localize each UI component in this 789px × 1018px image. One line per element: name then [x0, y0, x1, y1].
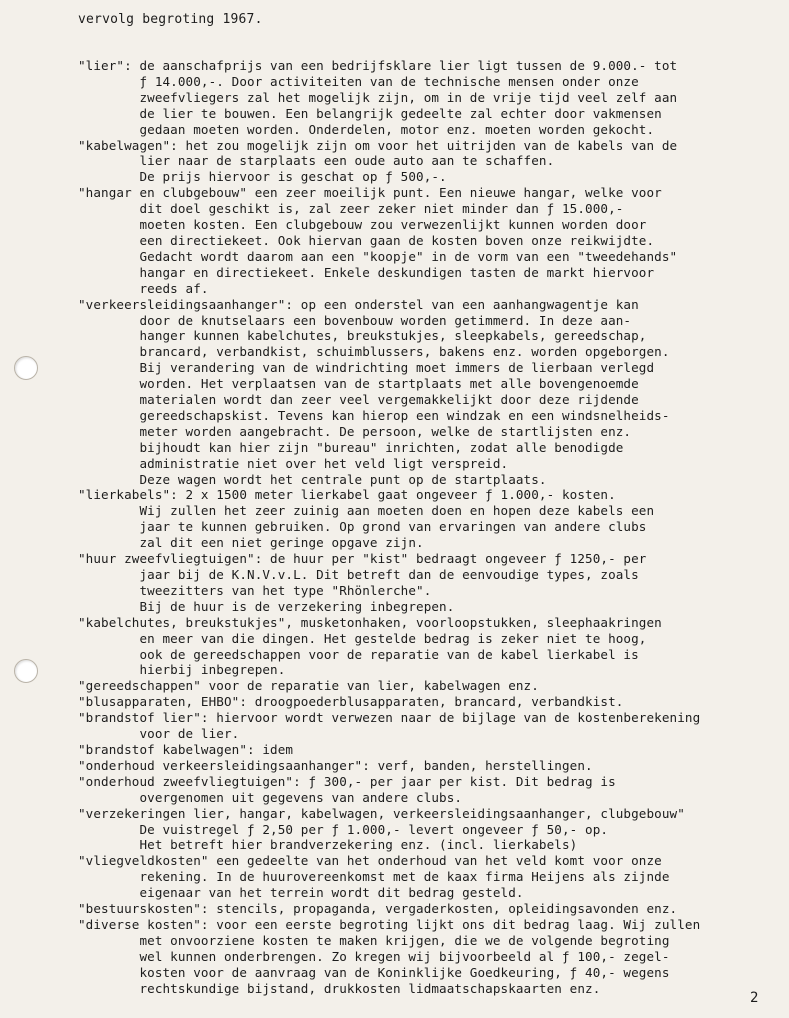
text-line: eigenaar van het terrein wordt dit bedrag gesteld. [78, 885, 524, 901]
text-line: "lier": de aanschafprijs van een bedrijfsklare lier ligt tussen de 9.000.- tot [78, 58, 678, 73]
text-line: Gedacht wordt daarom aan een "koopje" in de vorm van een "tweedehands" [78, 248, 678, 264]
text-line: meter worden aangebracht. De persoon, welke de startlijsten enz. [78, 423, 632, 439]
text-line: "huur zweefvliegtuigen": de huur per "kist" bedraagt ongeveer ƒ 1250,- per [78, 551, 647, 567]
text-line: "bestuurskosten": stencils, propaganda, vergaderkosten, opleidingsavonden enz. [78, 901, 678, 917]
text-line: zal dit een niet geringe opgave zijn. [78, 535, 424, 551]
text-line: "verkeersleidingsaanhanger": op een onderstel van een aanhangwagentje kan [78, 296, 639, 312]
text-line: dit doel geschikt is, zal zeer zeker niet minder dan ƒ 15.000,- [78, 201, 624, 217]
text-line: gedaan moeten worden. Onderdelen, motor enz. moeten worden gekocht. [78, 121, 655, 137]
text-line: De prijs hiervoor is geschat op ƒ 500,-. [78, 169, 447, 185]
text-line: zweefvliegers zal het mogelijk zijn, om in de vrije tijd veel zelf aan [78, 89, 678, 105]
text-line: tweezitters van het type "Rhönlerche". [78, 582, 432, 598]
text-line: "diverse kosten": voor een eerste begroting lijkt ons dit bedrag laag. Wij zullen [78, 916, 701, 932]
text-line: brancard, verbandkist, schuimblussers, bakens enz. worden opgeborgen. [78, 344, 670, 360]
text-line: hierbij inbegrepen. [78, 662, 286, 678]
text-line: "blusapparaten, EHBO": droogpoederblusapparaten, brancard, verbandkist. [78, 694, 624, 710]
text-line: jaar bij de K.N.V.v.L. Dit betreft dan de eenvoudige types, zoals [78, 567, 639, 582]
text-line: overgenomen uit gegevens van andere clubs. [78, 789, 463, 805]
text-line: "onderhoud verkeersleidingsaanhanger": verf, banden, herstellingen. [78, 757, 593, 773]
punch-hole [14, 659, 38, 683]
budget-explanation-text [78, 58, 778, 996]
text-line: "kabelchutes, breukstukjes", musketonhaken, voorloopstukken, sleephaakringen [78, 614, 662, 630]
text-line: "brandstof lier": hiervoor wordt verwezen naar de bijlage van de kostenberekening [78, 710, 701, 726]
text-line: gereedschapskist. Tevens kan hierop een windzak en een windsnelheids- [78, 407, 670, 423]
text-line: moeten kosten. Een clubgebouw zou verwezenlijkt kunnen worden door [78, 217, 647, 233]
text-line: "hangar en clubgebouw" een zeer moeilijk punt. Een nieuwe hangar, welke voor [78, 185, 662, 201]
text-line: wel kunnen onderbrengen. Zo kregen wij bijvoorbeeld al ƒ 100,- zegel- [78, 948, 670, 964]
text-line: "onderhoud zweefvliegtuigen": ƒ 300,- per jaar per kist. Dit bedrag is [78, 773, 616, 789]
text-line: materialen wordt dan zeer veel vergemakkelijkt door deze rijdende [78, 392, 639, 408]
text-line: kosten voor de aanvraag van de Koninklijke Goedkeuring, ƒ 40,- wegens [78, 964, 670, 980]
text-line: ook de gereedschappen voor de reparatie van de kabel lierkabel is [78, 646, 639, 662]
text-line: Bij de huur is de verzekering inbegrepen. [78, 598, 455, 614]
text-line: administratie niet over het veld ligt verspreid. [78, 455, 509, 471]
text-line: ƒ 14.000,-. Door activiteiten van de technische mensen onder onze [78, 73, 639, 89]
text-line: worden. Het verplaatsen van de startplaats met alle bovengenoemde [78, 376, 639, 392]
text-line: voor de lier. [78, 726, 240, 742]
text-line: door de knutselaars een bovenbouw worden getimmerd. In deze aan- [78, 312, 632, 328]
text-line: rekening. In de huurovereenkomst met de kaax firma Heijens als zijnde [78, 869, 670, 885]
punch-hole [14, 356, 38, 380]
page-header: vervolg begroting 1967. [78, 12, 263, 27]
text-line: De vuistregel ƒ 2,50 per ƒ 1.000,- levert ongeveer ƒ 50,- op. [78, 821, 609, 837]
text-line: Het betreft hier brandverzekering enz. (incl. lierkabels) [78, 837, 578, 853]
text-line: de lier te bouwen. Een belangrijk gedeelte zal echter door vakmensen [78, 105, 662, 121]
text-line: "verzekeringen lier, hangar, kabelwagen, verkeersleidingsaanhanger, clubgebouw" [78, 805, 685, 821]
text-line: met onvoorziene kosten te maken krijgen, die we de volgende begroting [78, 932, 670, 948]
text-line: "lierkabels": 2 x 1500 meter lierkabel gaat ongeveer ƒ 1.000,- kosten. [78, 487, 616, 503]
text-line: bijhoudt kan hier zijn "bureau" inrichten, zodat alle benodigde [78, 439, 624, 455]
text-line: een directiekeet. Ook hiervan gaan de kosten boven onze reikwijdte. [78, 232, 655, 248]
text-line: "gereedschappen" voor de reparatie van lier, kabelwagen enz. [78, 678, 539, 694]
text-line: "kabelwagen": het zou mogelijk zijn om voor het uitrijden van de kabels van de [78, 137, 678, 153]
text-line: rechtskundige bijstand, drukkosten lidmaatschapskaarten enz. [78, 980, 601, 996]
text-line: Deze wagen wordt het centrale punt op de startplaats. [78, 471, 547, 487]
text-line: hanger kunnen kabelchutes, breukstukjes, sleepkabels, gereedschap, [78, 328, 647, 344]
text-line: Bij verandering van de windrichting moet immers de lierbaan verlegd [78, 360, 655, 376]
page-number: 2 [750, 990, 759, 1006]
text-line: en meer van die dingen. Het gestelde bedrag is zeker niet te hoog, [78, 630, 647, 646]
text-line: lier naar de starplaats een oude auto aan te schaffen. [78, 153, 555, 169]
text-line: "brandstof kabelwagen": idem [78, 741, 294, 757]
text-line: "vliegveldkosten" een gedeelte van het onderhoud van het veld komt voor onze [78, 853, 662, 869]
text-line: reeds af. [78, 280, 209, 296]
text-line: jaar te kunnen gebruiken. Op grond van ervaringen van andere clubs [78, 519, 647, 535]
text-line: Wij zullen het zeer zuinig aan moeten doen en hopen deze kabels een [78, 503, 655, 519]
text-line: hangar en directiekeet. Enkele deskundigen tasten de markt hiervoor [78, 264, 655, 280]
